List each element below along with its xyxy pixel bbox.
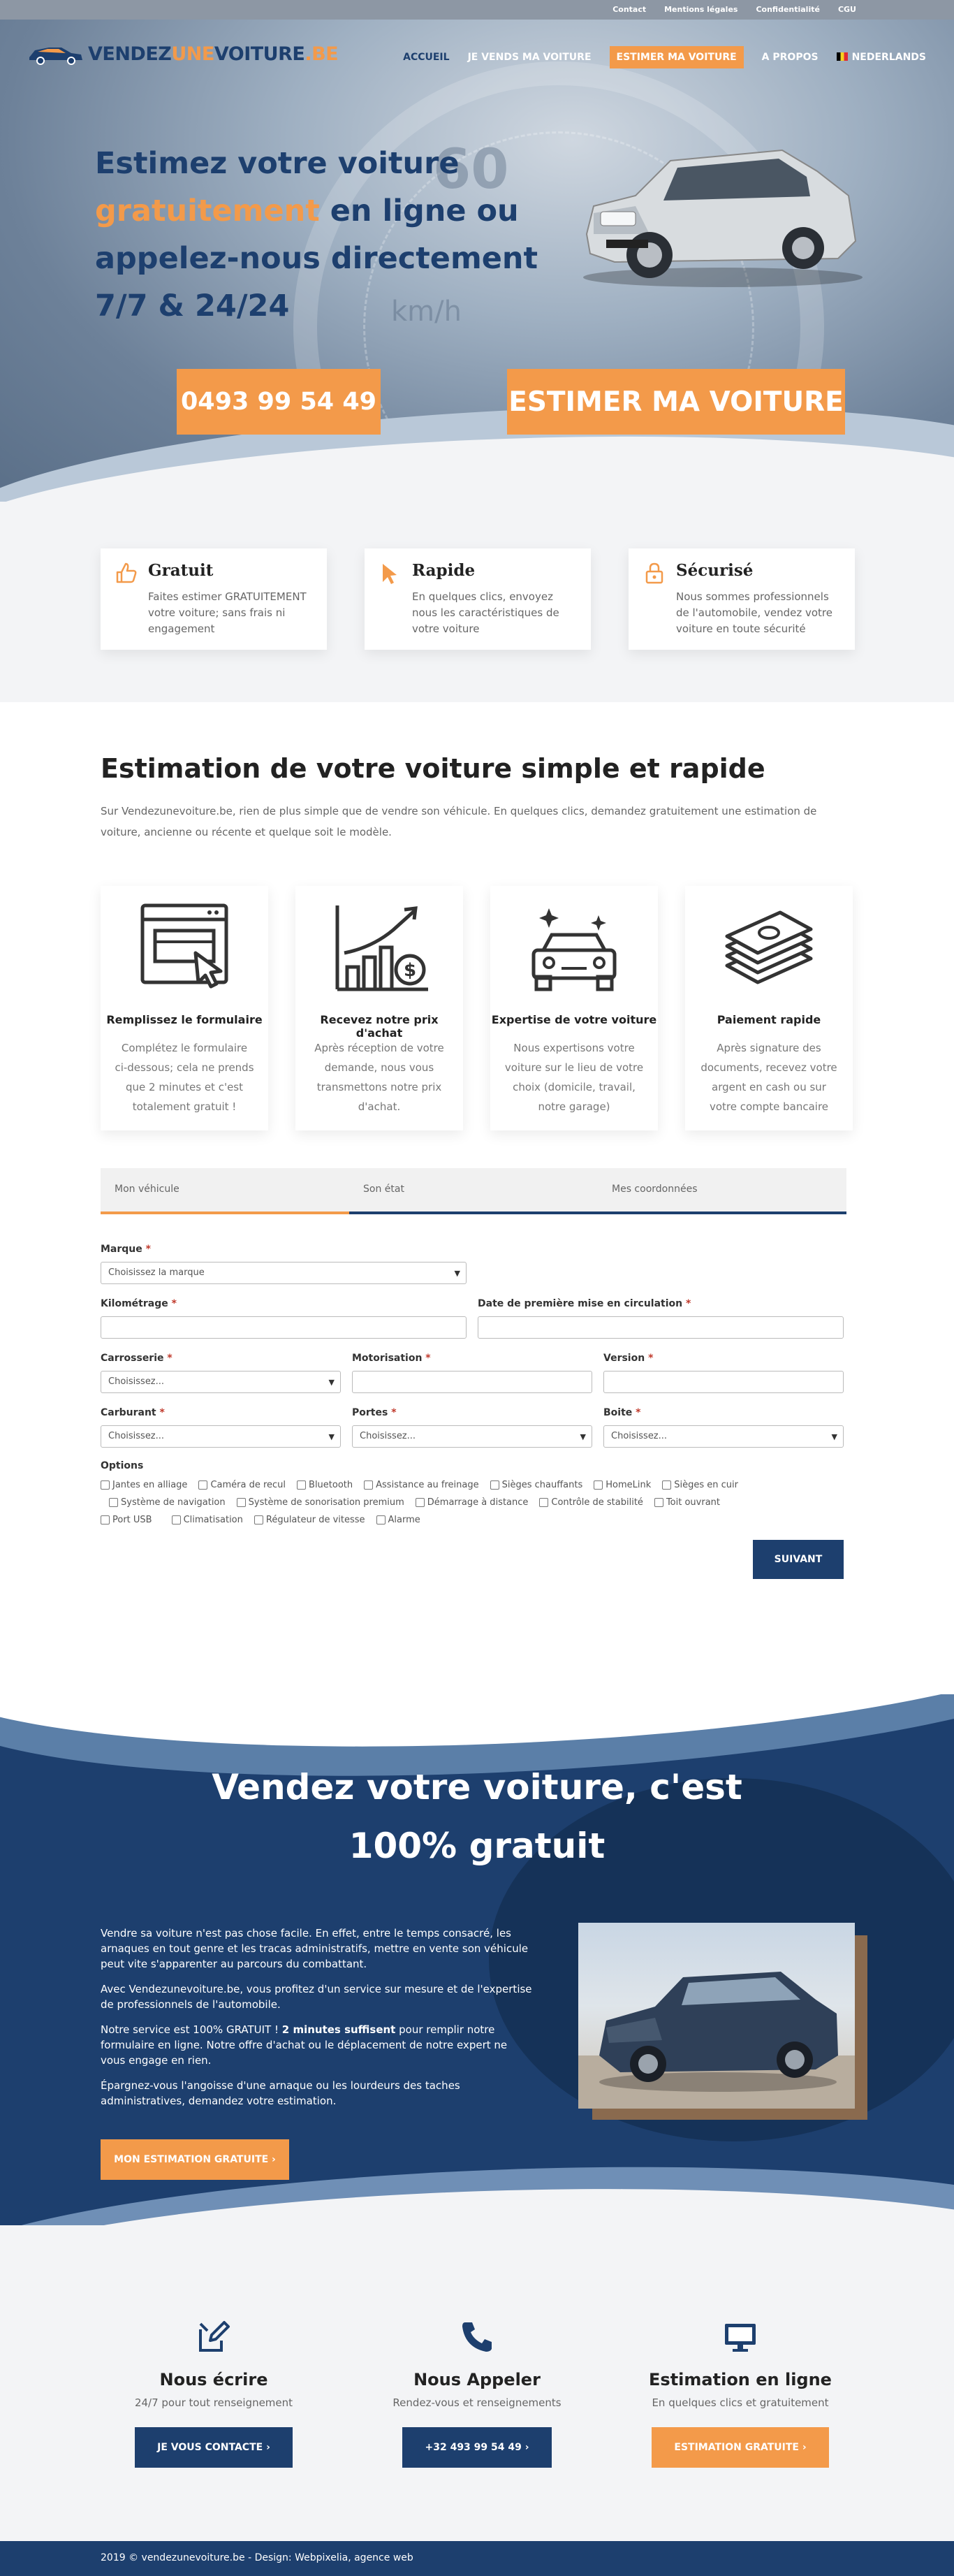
hero-car-image <box>573 129 866 290</box>
step-title: Remplissez le formulaire <box>106 1013 263 1026</box>
nav-about[interactable]: A PROPOS <box>761 52 819 63</box>
footer <box>0 2541 954 2576</box>
contact-title: Nous Appeler <box>413 2370 541 2389</box>
km-input[interactable] <box>101 1316 467 1339</box>
step-text: Nous expertisons votre voiture sur le lieu de votre choix (domicile, travail, notre garage) <box>504 1042 644 1113</box>
option-checkbox[interactable]: Bluetooth <box>297 1480 353 1490</box>
nav-language[interactable]: NEDERLANDS <box>837 52 926 63</box>
gearbox-select[interactable]: Choisissez... ▼ <box>603 1425 844 1448</box>
option-checkbox[interactable]: Démarrage à distance <box>416 1497 529 1508</box>
svg-text:$: $ <box>403 960 417 981</box>
hero-phone-button[interactable]: 0493 99 54 49 <box>177 369 381 435</box>
km-label: Kilométrage * <box>101 1298 177 1309</box>
contact-call <box>358 2320 596 2468</box>
cursor-icon <box>379 561 402 585</box>
tab-contact-details[interactable]: Mes coordonnées <box>598 1168 846 1214</box>
feature-card-secure <box>629 548 855 650</box>
phone-icon <box>460 2320 494 2355</box>
fuel-select[interactable]: Choisissez... ▼ <box>101 1425 341 1448</box>
feature-text: Faites estimer GRATUITEMENT votre voiture; sans frais ni engagement <box>148 590 307 635</box>
contact-title: Nous écrire <box>159 2370 268 2389</box>
feature-card-free <box>101 548 327 650</box>
step-card-expertise <box>490 886 658 1130</box>
top-bar <box>0 0 954 20</box>
tab-condition[interactable]: Son état <box>349 1168 598 1214</box>
fuel-label: Carburant * <box>101 1407 165 1418</box>
site-logo[interactable] <box>28 42 338 66</box>
top-link-contact[interactable]: Contact <box>612 5 647 14</box>
growth-chart-icon <box>323 898 435 1003</box>
contact-title: Estimation en ligne <box>649 2370 832 2389</box>
contact-online <box>622 2320 859 2468</box>
monitor-icon <box>723 2320 758 2355</box>
estimation-subtitle: Sur Vendezunevoiture.be, rien de plus simple que de vendre son véhicule. En quelques clics, demandez gratuitement une estimation de voiture, ancienne ou récente et quelque soit le modèle. <box>101 805 817 838</box>
option-checkbox[interactable]: Système de navigation <box>109 1497 226 1508</box>
registration-date-input[interactable] <box>478 1316 844 1339</box>
shiny-car-icon <box>518 898 630 1003</box>
feature-text: Nous sommes professionnels de l'automobile, vendez votre voiture en toute sécurité <box>676 590 832 635</box>
nav-home[interactable]: ACCUEIL <box>403 52 450 63</box>
main-nav <box>403 46 926 68</box>
registration-date-label: Date de première mise en circulation * <box>478 1298 691 1309</box>
feature-title: Gratuit <box>148 561 214 580</box>
contact-write <box>95 2320 332 2468</box>
hero-title: Estimez votre voiture gratuitement en ligne ou appelez-nous directement 7/7 & 24/24 <box>95 146 538 323</box>
feature-text: En quelques clics, envoyez nous les caractéristiques de votre voiture <box>412 590 559 635</box>
form-tabs <box>101 1168 846 1214</box>
estimation-title: Estimation de votre voiture simple et rapide <box>101 753 765 784</box>
option-checkbox[interactable]: Climatisation <box>172 1515 243 1525</box>
chevron-down-icon: ▼ <box>831 1432 837 1441</box>
chevron-down-icon: ▼ <box>328 1432 335 1441</box>
gauge-number: 60 <box>433 138 509 201</box>
call-button[interactable]: +32 493 99 54 49 › <box>402 2427 551 2468</box>
lock-icon <box>643 561 666 585</box>
options-label: Options <box>101 1460 144 1471</box>
nav-sell[interactable]: JE VENDS MA VOITURE <box>467 52 592 63</box>
thumbs-up-icon <box>115 561 138 585</box>
version-label: Version * <box>603 1353 654 1364</box>
cash-stack-icon <box>713 898 825 1003</box>
brand-label: Marque * <box>101 1244 151 1255</box>
step-title: Paiement rapide <box>717 1013 821 1026</box>
contact-me-button[interactable]: JE VOUS CONTACTE › <box>135 2427 293 2468</box>
doors-select[interactable]: Choisissez... ▼ <box>352 1425 592 1448</box>
contact-text: En quelques clics et gratuitement <box>652 2396 829 2409</box>
engine-label: Motorisation * <box>352 1353 431 1364</box>
brand-select[interactable]: Choisissez la marque ▼ <box>101 1262 467 1284</box>
step-text: Complétez le formulaire ci-dessous; cela ne prends que 2 minutes et c'est totalement gratuit ! <box>115 1042 254 1113</box>
step-card-price <box>295 886 463 1130</box>
version-input[interactable] <box>603 1371 844 1393</box>
option-checkbox[interactable]: Jantes en alliage <box>101 1480 187 1490</box>
step-card-form <box>101 886 268 1130</box>
option-checkbox[interactable]: Assistance au freinage <box>364 1480 478 1490</box>
option-checkbox[interactable]: Toit ouvrant <box>654 1497 720 1508</box>
next-button[interactable]: SUIVANT <box>753 1540 844 1579</box>
option-checkbox[interactable]: Sièges en cuir <box>662 1480 738 1490</box>
option-checkbox[interactable]: Contrôle de stabilité <box>539 1497 643 1508</box>
edit-icon <box>196 2320 231 2355</box>
chevron-down-icon: ▼ <box>328 1378 335 1387</box>
option-checkbox[interactable]: Caméra de recul <box>198 1480 286 1490</box>
options-list <box>101 1480 771 1525</box>
step-text: Après signature des documents, recevez votre argent en cash ou sur votre compte bancaire <box>700 1042 837 1113</box>
top-link-legal[interactable]: Mentions légales <box>664 5 738 14</box>
top-link-privacy[interactable]: Confidentialité <box>756 5 820 14</box>
option-checkbox[interactable]: Alarme <box>376 1515 420 1525</box>
doors-label: Portes * <box>352 1407 397 1418</box>
step-title: Expertise de votre voiture <box>491 1013 657 1026</box>
body-label: Carrosserie * <box>101 1353 173 1364</box>
nav-estimate-button[interactable]: ESTIMER MA VOITURE <box>610 46 744 68</box>
online-estimate-button[interactable]: ESTIMATION GRATUITE › <box>652 2427 828 2468</box>
option-checkbox[interactable]: Régulateur de vitesse <box>254 1515 365 1525</box>
form-window-icon <box>129 898 240 1003</box>
feature-title: Sécurisé <box>676 561 754 580</box>
free-service-text: Vendre sa voiture n'est pas chose facile. En effet, entre le temps consacré, les arnaques en tout genre et les tracas administratifs, mettre en vente son véhicule peut vite s'apparenter au parcours du combattant. Avec Vendezunevoiture.be, vous profitez d'un service sur mesure et de l'expertise de professionnels de l'automobile. Notre service est 100% GRATUIT ! 2 minutes suffisent pour remplir notre formulaire en ligne. Notre offre d'achat ou le déplacement de notre expert ne vous engage en rien. Épargnez-vous l'angoisse d'une arnaque ou les lourdeurs des taches administratives, demandez votre estimation. <box>101 1927 532 2107</box>
step-card-payment <box>685 886 853 1130</box>
logo-car-icon <box>28 42 84 66</box>
feature-card-fast <box>365 548 591 650</box>
body-select[interactable]: Choisissez... ▼ <box>101 1371 341 1393</box>
free-service-title: Vendez votre voiture, c'est 100% gratuit <box>212 1767 742 1866</box>
engine-input[interactable] <box>352 1371 592 1393</box>
feature-title: Rapide <box>412 561 476 580</box>
gearbox-label: Boite * <box>603 1407 641 1418</box>
logo-text: VENDEZUNEVOITURE.BE <box>88 43 339 65</box>
tab-vehicle[interactable]: Mon véhicule <box>101 1168 349 1214</box>
option-checkbox[interactable]: Port USB <box>101 1515 152 1525</box>
free-estimate-button[interactable]: MON ESTIMATION GRATUITE › <box>101 2139 289 2180</box>
chevron-down-icon: ▼ <box>580 1432 586 1441</box>
top-link-terms[interactable]: CGU <box>837 5 856 14</box>
belgian-flag-icon <box>837 52 848 61</box>
footer-text: 2019 © vendezunevoiture.be - Design: Webpixelia, agence web <box>101 2552 413 2563</box>
contact-text: Rendez-vous et renseignements <box>392 2396 562 2409</box>
option-checkbox[interactable]: Sièges chauffants <box>490 1480 583 1490</box>
step-title: Recevez notre prix d'achat <box>320 1013 439 1040</box>
chevron-down-icon: ▼ <box>454 1269 460 1278</box>
option-checkbox[interactable]: Système de sonorisation premium <box>237 1497 404 1508</box>
suv-photo <box>578 1923 855 2109</box>
hero-estimate-button[interactable]: ESTIMER MA VOITURE <box>507 369 845 435</box>
gauge-unit: km/h <box>391 296 462 328</box>
step-text: Après réception de votre demande, nous vous transmettons notre prix d'achat. <box>314 1042 444 1113</box>
top-links <box>612 5 856 14</box>
contact-text: 24/7 pour tout renseignement <box>134 2396 293 2409</box>
option-checkbox[interactable]: HomeLink <box>594 1480 651 1490</box>
